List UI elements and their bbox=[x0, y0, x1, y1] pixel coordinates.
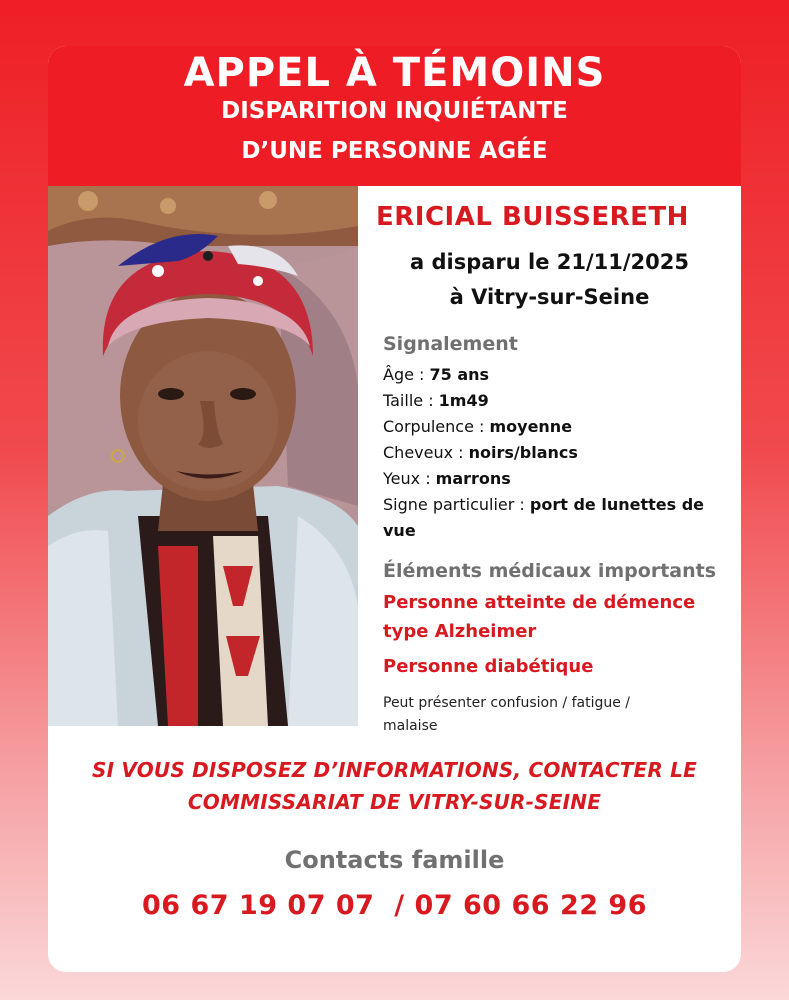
medical-title: Éléments médicaux importants bbox=[383, 560, 717, 582]
person-photo bbox=[48, 186, 358, 726]
poster-subtitle-line1: DISPARITION INQUIÉTANTE bbox=[221, 98, 568, 124]
missing-person-poster bbox=[48, 46, 741, 972]
poster-subtitle-line2: D’UNE PERSONNE AGÉE bbox=[241, 138, 548, 164]
police-contact-line2: COMMISSARIAT DE VITRY-SUR-SEINE bbox=[187, 790, 602, 814]
signalement-eyes: Yeux : marrons bbox=[383, 469, 511, 488]
police-contact-line1: SI VOUS DISPOSEZ D’INFORMATIONS, CONTACTER LE bbox=[91, 758, 697, 782]
signalement-distinctive-sign: Signe particulier : port de lunettes de bbox=[383, 495, 704, 514]
signalement-title: Signalement bbox=[383, 333, 518, 355]
person-name: ERICIAL BUISSERETH bbox=[376, 202, 689, 232]
signalement-height: Taille : 1m49 bbox=[383, 391, 489, 410]
disappearance-date: a disparu le 21/11/2025 bbox=[409, 250, 690, 274]
header-banner bbox=[48, 46, 741, 186]
signalement-age: Âge : 75 ans bbox=[383, 365, 490, 384]
disappearance-location: à Vitry-sur-Seine bbox=[449, 285, 650, 309]
poster-title: APPEL À TÉMOINS bbox=[183, 50, 606, 96]
family-phone-numbers[interactable]: 06 67 19 07 07 / 07 60 66 22 96 bbox=[142, 890, 647, 921]
medical-condition-diabetes: Personne diabétique bbox=[383, 656, 594, 677]
signalement-hair: Cheveux : noirs/blancs bbox=[383, 443, 578, 462]
signalement-build: Corpulence : moyenne bbox=[383, 417, 573, 436]
medical-note: Peut présenter confusion / fatigue / bbox=[383, 695, 631, 711]
signalement-distinctive-sign-cont: vue bbox=[383, 521, 416, 540]
medical-condition-dementia-type: type Alzheimer bbox=[383, 621, 537, 642]
family-contacts-title: Contacts famille bbox=[284, 846, 505, 874]
medical-note-cont: malaise bbox=[383, 718, 438, 734]
medical-condition-dementia: Personne atteinte de démence bbox=[383, 592, 696, 613]
